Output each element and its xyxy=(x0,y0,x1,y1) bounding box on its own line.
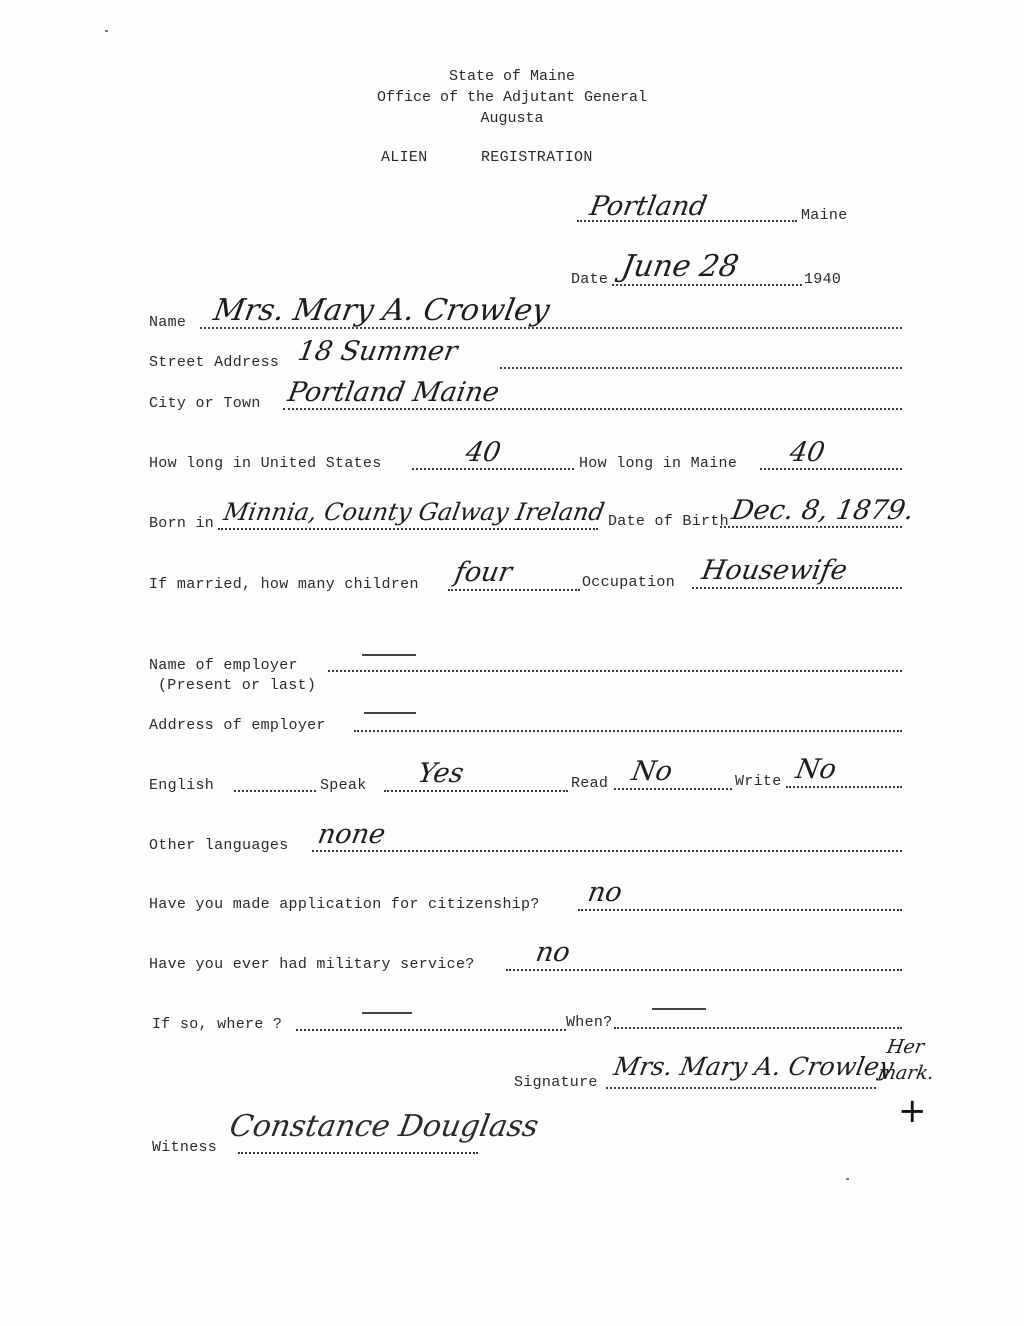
dob-value: Dec. 8, 1879. xyxy=(729,495,917,526)
scan-speck xyxy=(846,1178,849,1180)
children-line xyxy=(448,589,580,591)
date-line xyxy=(612,284,802,286)
military-label: Have you ever had military service? xyxy=(149,956,475,973)
where-line xyxy=(296,1029,566,1031)
street-line xyxy=(500,367,902,369)
speak-label: Speak xyxy=(320,777,367,794)
when-line xyxy=(614,1027,902,1029)
scan-speck xyxy=(105,30,108,32)
present-last-label: (Present or last) xyxy=(158,677,317,694)
year-label: 1940 xyxy=(804,271,842,288)
city-town-line xyxy=(283,408,902,410)
military-line xyxy=(506,969,902,971)
occupation-value: Housewife xyxy=(699,555,850,586)
when-blank-dash xyxy=(652,1008,706,1010)
how-long-me-line xyxy=(760,468,902,470)
other-languages-line xyxy=(312,850,902,852)
witness-label: Witness xyxy=(152,1139,218,1156)
dob-line xyxy=(720,526,902,528)
maine-label: Maine xyxy=(801,207,848,224)
english-label: English xyxy=(149,777,215,794)
signature-mark: mark. xyxy=(876,1062,936,1084)
citizenship-label: Have you made application for citizenship? xyxy=(149,896,540,913)
write-label: Write xyxy=(735,773,782,790)
born-in-value: Minnia, County Galway Ireland xyxy=(221,498,607,526)
employer-address-blank-dash xyxy=(364,712,416,714)
born-in-line xyxy=(218,528,598,530)
employer-address-line xyxy=(354,730,902,732)
born-in-label: Born in xyxy=(149,515,215,532)
married-label: If married, how many children xyxy=(149,576,419,593)
when-label: When? xyxy=(566,1014,613,1031)
employer-blank-dash xyxy=(362,654,416,656)
signature-label: Signature xyxy=(514,1074,598,1091)
read-line xyxy=(614,788,732,790)
write-value: No xyxy=(793,754,839,785)
occupation-line xyxy=(692,587,902,589)
witness-line xyxy=(238,1152,478,1154)
other-languages-value: none xyxy=(315,819,388,850)
signature-line xyxy=(606,1087,876,1089)
header-city: Augusta xyxy=(480,110,544,127)
children-value: four xyxy=(452,557,515,588)
witness-value: Constance Douglass xyxy=(227,1109,542,1144)
date-value: June 28 xyxy=(619,249,742,284)
header-state: State of Maine xyxy=(448,68,576,85)
city-town-label: City or Town xyxy=(149,395,261,412)
form-title-alien: ALIEN xyxy=(381,149,428,166)
occupation-label: Occupation xyxy=(582,574,676,591)
name-label: Name xyxy=(149,314,187,331)
employer-label: Name of employer xyxy=(149,657,298,674)
citizenship-value: no xyxy=(585,877,625,908)
place-value: Portland xyxy=(587,191,710,222)
years-me-value: 40 xyxy=(787,437,828,468)
years-us-value: 40 xyxy=(463,437,504,468)
signature-her: Her xyxy=(885,1036,926,1058)
read-value: No xyxy=(629,756,675,787)
read-label: Read xyxy=(571,775,609,792)
employer-address-label: Address of employer xyxy=(149,717,326,734)
if-so-where-label: If so, where ? xyxy=(152,1016,283,1033)
how-long-us-line xyxy=(412,468,574,470)
speak-line xyxy=(384,790,568,792)
how-long-me-label: How long in Maine xyxy=(579,455,738,472)
english-line xyxy=(234,790,316,792)
signature-cross-mark: + xyxy=(898,1091,927,1131)
speak-value: Yes xyxy=(415,758,467,789)
city-town-value: Portland Maine xyxy=(285,377,502,408)
military-value: no xyxy=(533,937,573,968)
signature-value: Mrs. Mary A. Crowley xyxy=(611,1052,896,1081)
date-label: Date xyxy=(571,271,609,288)
dob-label: Date of Birth xyxy=(608,513,729,530)
street-value: 18 Summer xyxy=(295,336,460,367)
name-value: Mrs. Mary A. Crowley xyxy=(211,293,553,328)
citizenship-line xyxy=(578,909,902,911)
where-blank-dash xyxy=(362,1012,412,1014)
form-title-registration: REGISTRATION xyxy=(481,149,593,166)
write-line xyxy=(786,786,902,788)
other-languages-label: Other languages xyxy=(149,837,289,854)
how-long-us-label: How long in United States xyxy=(149,455,382,472)
street-label: Street Address xyxy=(149,354,280,371)
header-office: Office of the Adjutant General xyxy=(376,89,648,106)
employer-line xyxy=(328,670,902,672)
